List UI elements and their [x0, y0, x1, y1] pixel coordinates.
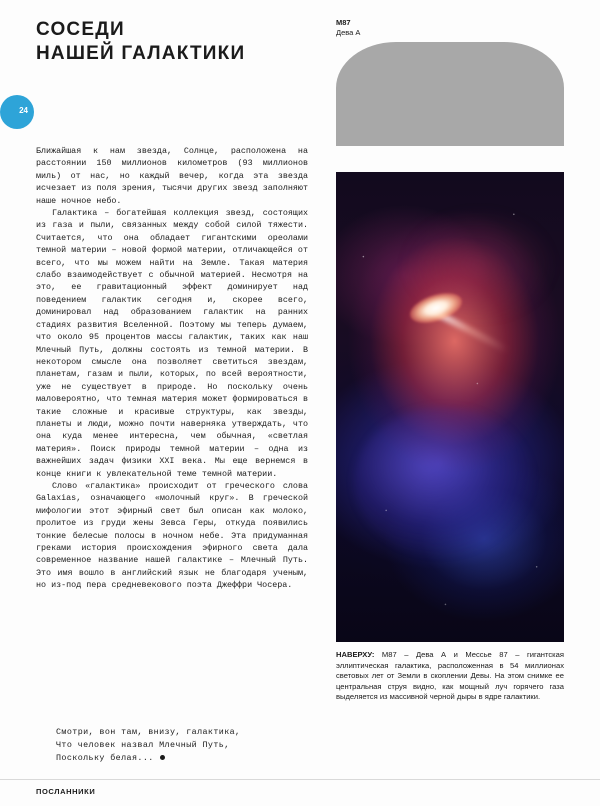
end-mark-icon — [160, 755, 165, 760]
poem-line-3: Поскольку белая... — [56, 753, 154, 763]
page-number-badge — [0, 95, 34, 129]
poem-quote — [56, 726, 316, 765]
body-paragraph-3: Слово «галактика» происходит от греческого слова Galaxias, означающего «молочный круг». В греческой мифологии этот эфирный свет был описан как молоко, пролитое из груди жены Зевса Геры, откуда появились тонкие белесые полосы в ночном небе. Эта придуманная греками история происхождения эфирного света дала современное название нашей галактике – Млечный Путь. Это имя вошло в английский язык не благодаря ученым, но из-под пера средневекового поэта Джеффри Чосера. — [36, 480, 308, 591]
top-arched-image-placeholder — [336, 42, 564, 146]
page-title — [36, 18, 296, 66]
caption-lead: НАВЕРХУ: — [336, 650, 375, 659]
caption-text: M87 – Дева А и Мессье 87 – гигантская эллиптическая галактика, расположенная в 54 миллионах световых лет от Земли в скоплении Девы. На этом снимке ее центральная струя видно, как мощный луч горячего газа выделяется из массивной черной дыры в ядре галактики. — [336, 650, 564, 702]
figure-label — [336, 18, 360, 38]
figure-caption — [336, 650, 564, 703]
galaxy-photo-m87 — [336, 172, 564, 642]
figure-label-sub: Дева А — [336, 28, 361, 37]
article-body — [36, 145, 308, 592]
photo-star-field — [336, 172, 564, 642]
body-paragraph-2: Галактика – богатейшая коллекция звезд, состоящих из газа и пыли, связанных между собой силой тяжести. Считается, что она обладает гигантскими ореолами темной материи – новой формой материи, отличающейся от всего, что мы можем найти на Земле. Такая материя слабо взаимодействует с обычной материей. Несмотря на это, ее гравитационный эффект доминирует над поведением галактик сегодня и, скорее всего, доминировал над образованием галактик на ранних стадиях развития Вселенной. Поэтому мы теперь думаем, что около 95 процентов массы галактик, таких как наш Млечный Путь, должны состоять из темной материи. В некотором смысле она позволяет светиться звездам, планетам, газам и пыли, которых, по всей вероятности, уже не существует в природе. Но поскольку очень маловероятно, что темная материя может формироваться в такие сложные и красивые структуры, как звезды, планеты и люди, можно почти наверняка утверждать, что она куда менее интересна, чем обычная, «светлая материя». Поиск природы темной материи – одна из важнейших задач физики XXI века. Мы еще вернемся в конце книги к увлекательной теме темной материи. — [36, 208, 308, 479]
footer-label: ПОСЛАННИКИ — [36, 787, 96, 796]
page-title-line-1: СОСЕДИ — [36, 19, 125, 40]
poem-line-2: Что человек назвал Млечный Путь, — [56, 740, 230, 750]
poem-line-1: Смотри, вон там, внизу, галактика, — [56, 727, 241, 737]
poem-line-3-wrap — [56, 752, 316, 765]
footer-divider — [0, 779, 600, 780]
body-paragraph-1: Ближайшая к нам звезда, Солнце, расположена на расстоянии 150 миллионов километров (93 миллионов миль) от нас, но каждый вечер, когда эта звезда исчезает из поля зрения, тысячи других звезд заполняют наше ночное небо. — [36, 146, 308, 206]
figure-label-main: M87 — [336, 18, 351, 27]
page-number: 24 — [19, 106, 28, 115]
page-title-line-2: НАШЕЙ ГАЛАКТИКИ — [36, 43, 246, 64]
